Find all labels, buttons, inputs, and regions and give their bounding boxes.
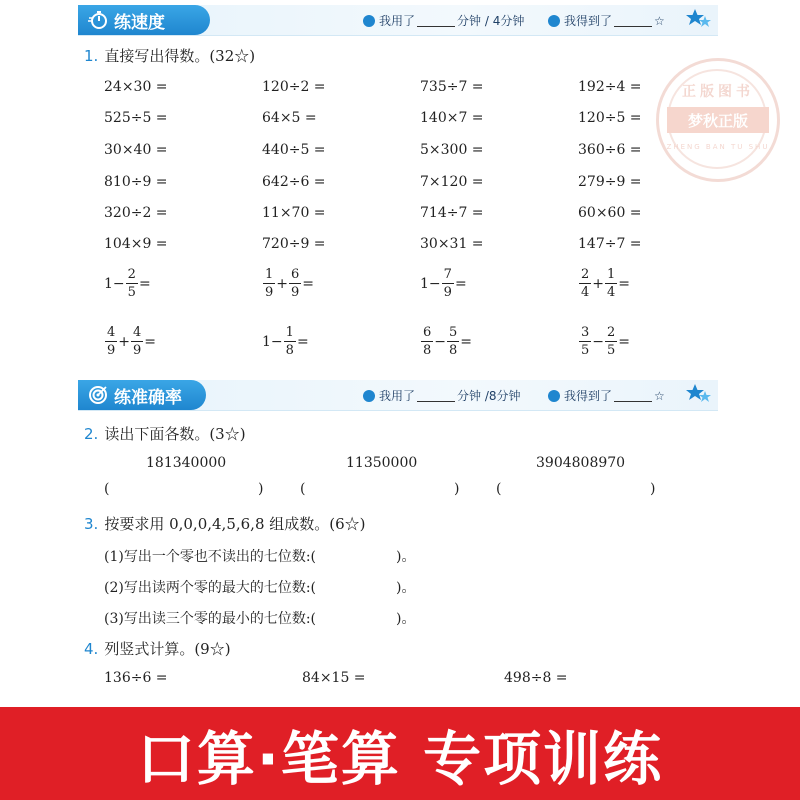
- number-to-read: 11350000: [346, 455, 418, 471]
- calc-item: 525÷5 =: [104, 110, 168, 126]
- time-used: 我用了 分钟 / 4分钟: [363, 12, 524, 29]
- watermark-stamp: 正版图书 梦秋正版 ZHENG BAN TU SHU: [656, 58, 780, 182]
- fraction-item: $\frac{2}{4}$ + $\frac{1}{4}$ =: [581, 267, 631, 300]
- calc-item: 140×7 =: [420, 110, 484, 126]
- answer-paren-open: (: [300, 481, 306, 497]
- fraction-item: $\frac{3}{5}$ − $\frac{2}{5}$ =: [581, 325, 631, 358]
- vertical-calc-item: 136÷6 =: [104, 670, 168, 686]
- score-blank[interactable]: [614, 15, 652, 27]
- fraction-item: 1 − $\frac{2}{5}$ =: [104, 267, 151, 300]
- calc-item: 642÷6 =: [262, 174, 326, 190]
- calc-item: 30×40 =: [104, 142, 168, 158]
- calc-item: 7×120 =: [420, 174, 484, 190]
- answer-paren-close: ): [258, 481, 264, 497]
- clock-icon: [363, 390, 375, 402]
- calc-item: 720÷9 =: [262, 236, 326, 252]
- sub-question: (1)写出一个零也不读出的七位数:( )。: [104, 549, 416, 565]
- section-title-speed: [78, 5, 210, 35]
- stars-icon: [686, 7, 712, 33]
- number-to-read: 3904808970: [536, 455, 626, 471]
- calc-item: 24×30 =: [104, 79, 168, 95]
- time-blank[interactable]: [417, 15, 455, 27]
- question-2: 2. 读出下面各数。(3☆): [84, 425, 246, 443]
- section-header-speed: [78, 5, 718, 36]
- calc-item: 5×300 =: [420, 142, 484, 158]
- answer-paren-open: (: [104, 481, 110, 497]
- score-blank[interactable]: [614, 390, 652, 402]
- question-4: 4. 列竖式计算。(9☆): [84, 640, 231, 658]
- section-title-accuracy: [78, 380, 206, 410]
- score-got: 我得到了 ☆: [548, 387, 665, 404]
- clock-icon: [363, 15, 375, 27]
- calc-item: 440÷5 =: [262, 142, 326, 158]
- question-3: 3. 按要求用 0,0,0,4,5,6,8 组成数。(6☆): [84, 515, 366, 533]
- number-to-read: 181340000: [146, 455, 227, 471]
- vertical-calc-item: 498÷8 =: [504, 670, 568, 686]
- calc-item: 60×60 =: [578, 205, 642, 221]
- section-title-text: 练准确率: [114, 387, 182, 408]
- answer-paren-close: ): [650, 481, 656, 497]
- calc-item: 64×5 =: [262, 110, 317, 126]
- calc-item: 360÷6 =: [578, 142, 642, 158]
- section-header-accuracy: [78, 380, 718, 411]
- fraction-item: $\frac{4}{9}$ + $\frac{4}{9}$ =: [107, 325, 157, 358]
- calc-item: 11×70 =: [262, 205, 326, 221]
- calc-item: 714÷7 =: [420, 205, 484, 221]
- calc-item: 320÷2 =: [104, 205, 168, 221]
- time-blank[interactable]: [417, 390, 455, 402]
- question-1: 1. 直接写出得数。(32☆): [84, 47, 256, 65]
- calc-item: 147÷7 =: [578, 236, 642, 252]
- check-icon: [548, 390, 560, 402]
- calc-item: 735÷7 =: [420, 79, 484, 95]
- calc-item: 30×31 =: [420, 236, 484, 252]
- target-icon: [88, 385, 108, 405]
- stopwatch-icon: [88, 10, 108, 30]
- stars-icon: [686, 382, 712, 408]
- calc-item: 810÷9 =: [104, 174, 168, 190]
- sub-question: (3)写出读三个零的最小的七位数:( )。: [104, 611, 416, 627]
- calc-item: 120÷5 =: [578, 110, 642, 126]
- check-icon: [548, 15, 560, 27]
- fraction-item: $\frac{6}{8}$ − $\frac{5}{8}$ =: [423, 325, 473, 358]
- calc-item: 192÷4 =: [578, 79, 642, 95]
- time-used: 我用了 分钟 /8分钟: [363, 387, 521, 404]
- answer-paren-open: (: [496, 481, 502, 497]
- score-got: 我得到了 ☆: [548, 12, 665, 29]
- answer-paren-close: ): [454, 481, 460, 497]
- fraction-item: $\frac{1}{9}$ + $\frac{6}{9}$ =: [265, 267, 315, 300]
- calc-item: 104×9 =: [104, 236, 168, 252]
- promo-banner: [0, 707, 800, 800]
- calc-item: 279÷9 =: [578, 174, 642, 190]
- fraction-item: 1 − $\frac{7}{9}$ =: [420, 267, 467, 300]
- banner-text: 口算·笔算 专项训练: [136, 724, 664, 793]
- calc-item: 120÷2 =: [262, 79, 326, 95]
- section-title-text: 练速度: [114, 12, 165, 33]
- sub-question: (2)写出读两个零的最大的七位数:( )。: [104, 580, 416, 596]
- vertical-calc-item: 84×15 =: [302, 670, 366, 686]
- fraction-item: 1 − $\frac{1}{8}$ =: [262, 325, 309, 358]
